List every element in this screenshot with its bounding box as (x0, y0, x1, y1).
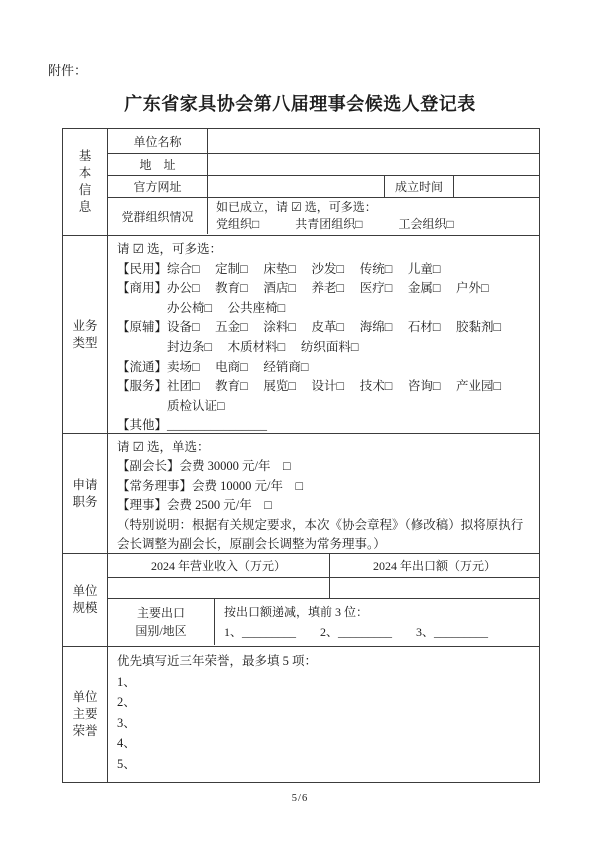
unit-name-input-cell[interactable] (208, 129, 539, 153)
unit-honors-section-label: 单位主要荣誉 (63, 647, 108, 782)
row-address (108, 154, 539, 176)
row-website (108, 176, 539, 198)
business-line: 封边条□ 木质材料□ 纺织面料□ (117, 339, 359, 354)
honor-item: 4、 (117, 736, 136, 751)
scale-value-row (108, 578, 539, 599)
business-line: 【其他】________________ (117, 418, 268, 433)
business-type-options[interactable] (108, 236, 539, 433)
business-line: 【服务】社团□ 教育□ 展览□ 设计□ 技术□ 咨询□ 产业园□ (117, 379, 502, 394)
honor-item: 2、 (117, 695, 136, 710)
export-region-label: 主要出口 国别/地区 (108, 599, 215, 645)
business-line: 【流通】卖场□ 电商□ 经销商□ (117, 359, 309, 374)
honor-item: 5、 (117, 756, 136, 771)
address-input-cell[interactable] (208, 154, 539, 175)
honors-hint: 优先填写近三年荣誉，最多填 5 项： (117, 654, 318, 668)
website-label: 官方网址 (108, 176, 208, 197)
business-line: 【民用】综合□ 定制□ 床垫□ 沙发□ 传统□ 儿童□ (117, 261, 441, 276)
export-2024-input-cell[interactable] (330, 578, 539, 598)
applied-position-options[interactable] (108, 434, 539, 553)
business-line: 办公椅□ 公共座椅□ (117, 300, 286, 315)
registration-form-table (62, 128, 540, 783)
website-input-cell[interactable] (208, 176, 384, 197)
section-basic-info (63, 129, 539, 235)
export-region-input-cell[interactable]: 按出口额递减，填前 3 位： 1、_________ 2、_________ 3、_________ (224, 605, 489, 639)
section-applied-position (63, 433, 539, 553)
position-line: 【副会长】会费 30000 元/年 □ (117, 459, 291, 474)
row-unit-name (108, 129, 539, 154)
position-special-note: （特别说明：根据有关规定要求，本次《协会章程》（修改稿）拟将原执行会长调整为副会长，原副会长调整为常务理事。） (117, 517, 524, 552)
party-org-label: 党群组织情况 (108, 198, 208, 234)
unit-scale-section-label: 单位规模 (63, 554, 108, 646)
honor-item: 3、 (117, 715, 136, 730)
founded-date-label: 成立时间 (384, 176, 454, 197)
business-type-section-label: 业务类型 (63, 236, 108, 433)
position-line: 【常务理事】会费 10000 元/年 □ (117, 478, 304, 493)
section-unit-scale (63, 553, 539, 646)
export-2024-header: 2024 年出口额（万元） (372, 559, 496, 573)
position-line: 请 ☑ 选，单选： (117, 440, 210, 454)
business-line: 质检认证□ (117, 398, 225, 413)
honor-item: 1、 (117, 674, 136, 689)
basic-info-section-label: 基本信息 (63, 129, 108, 235)
party-org-options[interactable]: 如已成立，请 ☑ 选，可多选： 党组织□ 共青团组织□ 工会组织□ (216, 200, 454, 231)
founded-date-input-cell[interactable] (454, 176, 539, 197)
page-number: 5/6 (291, 793, 309, 804)
unit-honors-input-area[interactable] (108, 647, 539, 782)
address-label: 地 址 (108, 154, 208, 175)
row-party-org (108, 198, 539, 234)
applied-position-section-label: 申请职务 (63, 434, 108, 553)
business-line: 【商用】办公□ 教育□ 酒店□ 养老□ 医疗□ 金属□ 户外□ (117, 281, 489, 296)
business-line: 【原辅】设备□ 五金□ 涂料□ 皮革□ 海绵□ 石材□ 胶黏剂□ (117, 320, 502, 335)
export-region-row (108, 599, 539, 645)
revenue-2024-input-cell[interactable] (108, 578, 330, 598)
revenue-2024-header: 2024 年营业收入（万元） (108, 554, 330, 577)
section-unit-honors (63, 646, 539, 782)
scale-header-row (108, 554, 539, 578)
section-business-type (63, 235, 539, 433)
unit-name-label: 单位名称 (108, 129, 208, 153)
business-line: 请 ☑ 选，可多选： (117, 242, 222, 256)
position-line: 【理事】会费 2500 元/年 □ (117, 498, 272, 513)
page-title: 广东省家具协会第八届理事会候选人登记表 (124, 94, 476, 114)
attachment-label: 附件： (48, 63, 88, 78)
